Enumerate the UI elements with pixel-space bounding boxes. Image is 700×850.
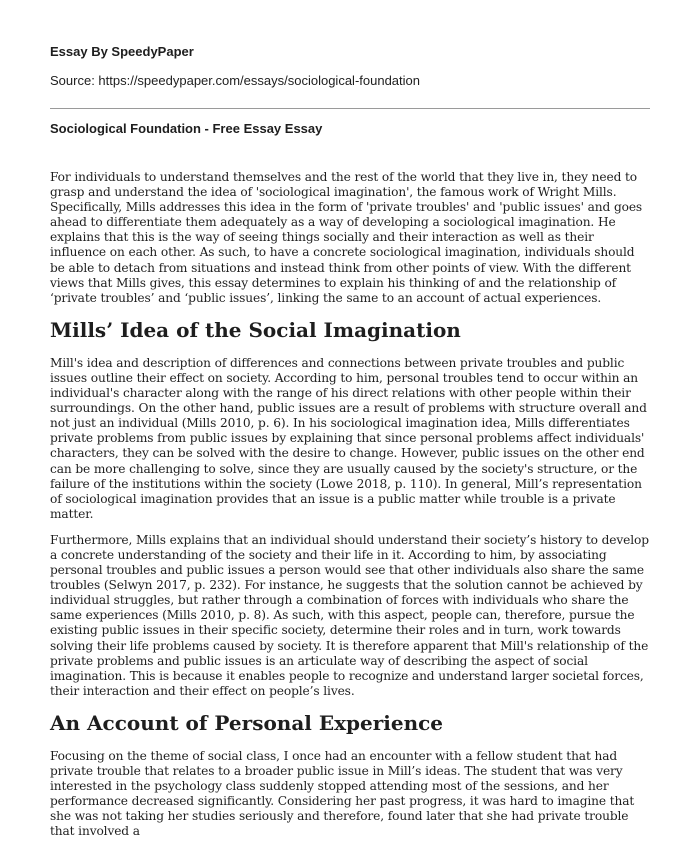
section2-paragraph-1: Focusing on the theme of social class, I once had an encounter with a fellow student that had private trouble that relates to a broader public issue in Mill’s ideas. The student that was very interested in the psychology class suddenly stopped attending most of the sessions, and her performance decreased significantly. Considering her past progress, it was hard to imagine that she was not taking her studies seriously and therefore, found later that she had private trouble that involved a (50, 748, 635, 839)
intro-paragraph: For individuals to understand themselves and the rest of the world that they live in, they need to grasp and understand the idea of 'sociological imagination', the famous work of Wright Mills. Specifically, Mills addresses this idea in the form of 'private troubles' and 'public issues' and goes ahead to differentiate them adequately as a way of developing a sociological imagination. He explains that this is the way of seeing things socially and their interaction as well as their influence on each other. As such, to have a concrete sociological imagination, individuals should be able to detach from situations and instead think from other points of view. With the different views that Mills gives, this essay determines to explain his thinking of and the relationship of ‘private troubles’ and ‘public issues’, linking the same to an account of actual experiences. (50, 170, 643, 305)
section-heading-social-imagination: Mills’ Idea of the Social Imagination (50, 317, 461, 342)
site-title: Essay By SpeedyPaper (50, 44, 194, 59)
essay-title: Sociological Foundation - Free Essay Essay (50, 121, 323, 136)
section-heading-personal-experience: An Account of Personal Experience (50, 710, 444, 735)
section1-paragraph-1: Mill's idea and description of differences and connections between private troubles and public issues outline their effect on society. According to him, personal troubles tend to occur within an individual's character along with the range of his direct relations with other people within their surroundings. On the other hand, public issues are a result of problems with structure overall and not just an individual (Mills 2010, p. 6). In his sociological imagination idea, Mills differentiates private problems from public issues by explaining that since personal problems affect individuals' characters, they can be solved with the desire to change. However, public issues on the other end can be more challenging to solve, since they are usually caused by the society's structure, or the failure of the institutions within the society (Lowe 2018, p. 110). In general, Mill’s representation of sociological imagination provides that an issue is a public matter while trouble is a private matter. (50, 355, 647, 521)
header-divider (50, 108, 650, 109)
section1-paragraph-2: Furthermore, Mills explains that an individual should understand their society’s history to develop a concrete understanding of the society and their life in it. According to him, by associating personal troubles and public issues a person would see that other individuals also share the same troubles (Selwyn 2017, p. 232). For instance, he suggests that the solution cannot be achieved by individual struggles, but rather through a combination of forces with individuals who share the same experiences (Mills 2010, p. 8). As such, with this aspect, people can, therefore, pursue the existing public issues in their specific society, determine their roles and in turn, work towards solving their life problems caused by society. It is therefore apparent that Mill's relationship of the private problems and public issues is an articulate way of describing the aspect of social imagination. This is because it enables people to recognize and understand larger societal forces, their interaction and their effect on people’s lives. (50, 532, 649, 698)
source-line: Source: https://speedypaper.com/essays/sociological-foundation (50, 73, 420, 88)
essay-body (50, 170, 650, 850)
